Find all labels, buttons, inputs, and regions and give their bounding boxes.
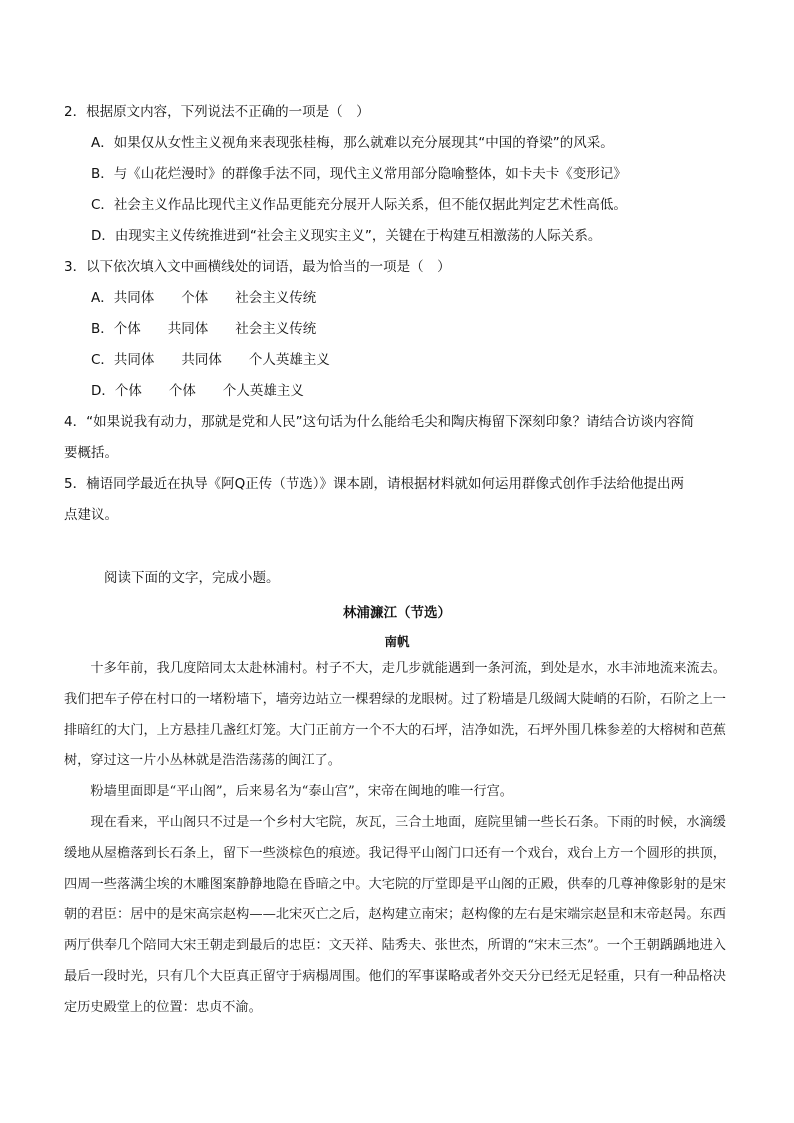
question-2-option-b: B．与《山花烂漫时》的群像手法不同，现代主义常用部分隐喻整体，如卡夫卡《变形记》 <box>91 166 627 182</box>
question-3-stem: 3．以下依次填入文中画横线处的词语，最为恰当的一项是（ ） <box>64 259 451 275</box>
question-5-line-2: 点建议。 <box>64 507 118 523</box>
passage-body <box>64 654 726 1024</box>
question-2-option-d: D．由现实主义传统推进到“社会主义现实主义”，关键在于构建互相激荡的人际关系。 <box>91 228 602 244</box>
question-3-option-b: B．个体 共同体 社会主义传统 <box>91 321 317 337</box>
passage-paragraph: 十多年前，我几度陪同太太赴林浦村。村子不大，走几步就能遇到一条河流，到处是水，水丰沛地流来流去。我们把车子停在村口的一堵粉墙下，墙旁边站立一棵碧绿的龙眼树。过了粉墙是几级阔大陡峭的石阶，石阶之上一排暗红的大门，上方悬挂几盏红灯笼。大门正前方一个不大的石坪，洁净如洗，石坪外围几株参差的大榕树和芭蕉树，穿过这一片小丛林就是浩浩荡荡的闽江了。 <box>64 661 726 769</box>
question-4-line-2: 要概括。 <box>64 445 118 461</box>
passage-author: 南帆 <box>384 634 410 649</box>
question-4-line-1: 4．“如果说我有动力，那就是党和人民”这句话为什么能给毛尖和陶庆梅留下深刻印象？请结合访谈内容简 <box>64 414 695 430</box>
question-2-stem: 2．根据原文内容，下列说法不正确的一项是（ ） <box>64 104 370 120</box>
question-2-option-a: A．如果仅从女性主义视角来表现张桂梅，那么就难以充分展现其“中国的脊梁”的风采。 <box>91 135 614 151</box>
question-2-option-c: C．社会主义作品比现代主义作品更能充分展开人际关系，但不能仅据此判定艺术性高低。 <box>91 197 627 213</box>
passage-paragraph: 粉墙里面即是“平山阁”，后来易名为“泰山宫”，宋帝在闽地的唯一行宫。 <box>90 784 513 800</box>
passage-title: 林浦濂江（节选） <box>343 605 451 621</box>
question-5-line-1: 5．楠语同学最近在执导《阿Q正传（节选）》课本剧，请根据材料就如何运用群像式创作手法给他提出两 <box>64 476 684 492</box>
question-3-option-d: D．个体 个体 个人英雄主义 <box>91 383 304 399</box>
question-3-option-c: C．共同体 共同体 个人英雄主义 <box>91 352 330 368</box>
reading-instruction: 阅读下面的文字，完成小题。 <box>104 570 280 586</box>
passage-paragraph: 现在看来，平山阁只不过是一个乡村大宅院，灰瓦，三合土地面，庭院里铺一些长石条。下雨的时候，水滴缓缓地从屋檐落到长石条上，留下一些淡棕色的痕迹。我记得平山阁门口还有一个戏台，戏台上方一个圆形的拱顶，四周一些落满尘埃的木雕图案静静地隐在昏暗之中。大宅院的厅堂即是平山阁的正殿，供奉的几尊神像影射的是宋朝的君臣：居中的是宋高宗赵构——北宋灭亡之后，赵构建立南宋；赵构像的左右是宋端宗赵昰和末帝赵昺。东西两厅供奉几个陪同大宋王朝走到最后的忠臣：文天祥、陆秀夫、张世杰，所谓的“宋末三杰”。一个王朝踽踽地进入最后一段时光，只有几个大臣真正留守于病榻周围。他们的军事谋略或者外交天分已经无足轻重，只有一种品格决定历史殿堂上的位置：忠贞不渝。 <box>64 814 726 1015</box>
question-3-option-a: A．共同体 个体 社会主义传统 <box>91 290 317 306</box>
